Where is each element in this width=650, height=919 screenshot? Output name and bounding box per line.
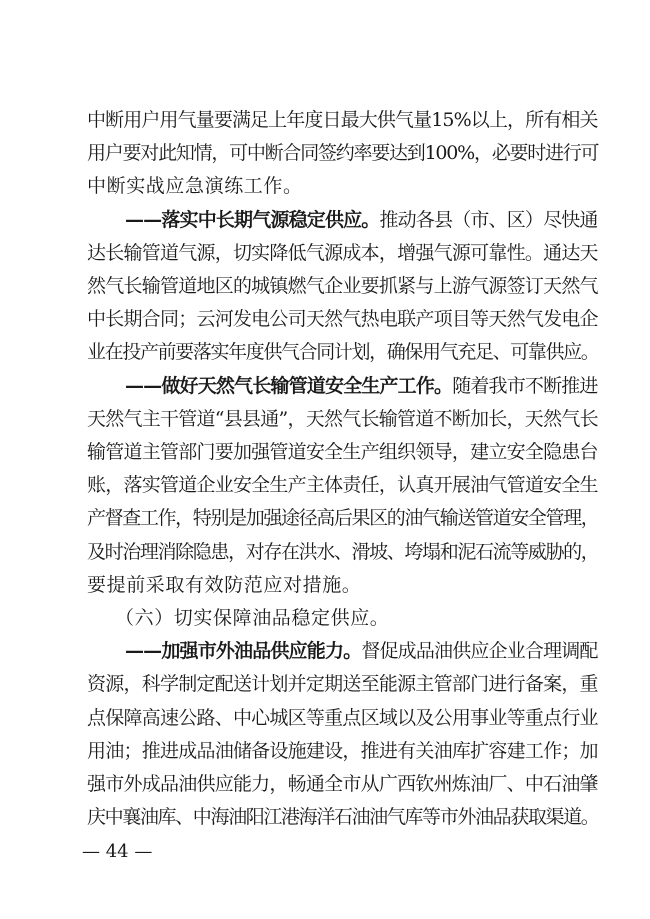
text-line: 天然气主干管道“县县通”，天然气长输管道不断加长，天然气长 [87,407,598,430]
text-line: 输管道主管部门要加强管道安全生产组织领导，建立安全隐患台 [87,441,598,463]
bold-heading: ——落实中长期气源稳定供应。 [125,208,380,231]
text-line: 中断实战应急演练工作。 [87,175,303,198]
text-line: 点保障高速公路、中心城区等重点区域以及公用事业等重点行业 [87,706,598,729]
text-line: 强市外成品油供应能力，畅通全市从广西钦州炼油厂、中石油肇 [87,773,598,795]
heading-line: ——加强市外油品供应能力。督促成品油供应企业合理调配 [125,640,598,663]
heading-line: ——做好天然气长输管道安全生产工作。随着我市不断推进 [125,374,598,397]
section-heading: （六）切实保障油品稳定供应。 [115,607,390,629]
text-line: 账，落实管道企业安全生产主体责任，认真开展油气管道安全生 [87,474,598,497]
bold-heading: ——加强市外油品供应能力。 [125,640,362,663]
text-line: 中断用户用气量要满足上年度日最大供气量15%以上，所有相关 [87,109,598,131]
text-line: 中长期合同；云河发电公司天然气热电联产项目等天然气发电企 [87,308,598,331]
text-line: 然气长输管道地区的城镇燃气企业要抓紧与上游气源签订天然气 [87,275,598,297]
text-line: 及时治理消除隐患，对存在洪水、滑坡、垮塌和泥石流等威胁的， [87,540,599,563]
text-line: 业在投产前要落实年度供气合同计划，确保用气充足、可靠供应。 [87,341,599,364]
text-line: 资源，科学制定配送计划并定期送至能源主管部门进行备案，重 [87,673,598,696]
text-line: 用户要对此知情，可中断合同签约率要达到100%，必要时进行可 [87,142,599,165]
page-number: — 44 — [82,841,153,863]
text-line: 用油；推进成品油储备设施建设，推进有关油库扩容建工作；加 [87,739,598,762]
text-line: 产督查工作，特别是加强途径高后果区的油气输送管道安全管理， [87,507,599,530]
text-line: 要提前采取有效防范应对措施。 [87,573,362,596]
heading-line: ——落实中长期气源稳定供应。推动各县（市、区）尽快通 [125,208,598,231]
text-line: 庆中襄油库、中海油阳江港海洋石油油气库等市外油品获取渠道。 [87,806,599,829]
text-line: 达长输管道气源，切实降低气源成本，增强气源可靠性。通达天 [87,241,598,264]
bold-heading: ——做好天然气长输管道安全生产工作。 [125,374,453,397]
